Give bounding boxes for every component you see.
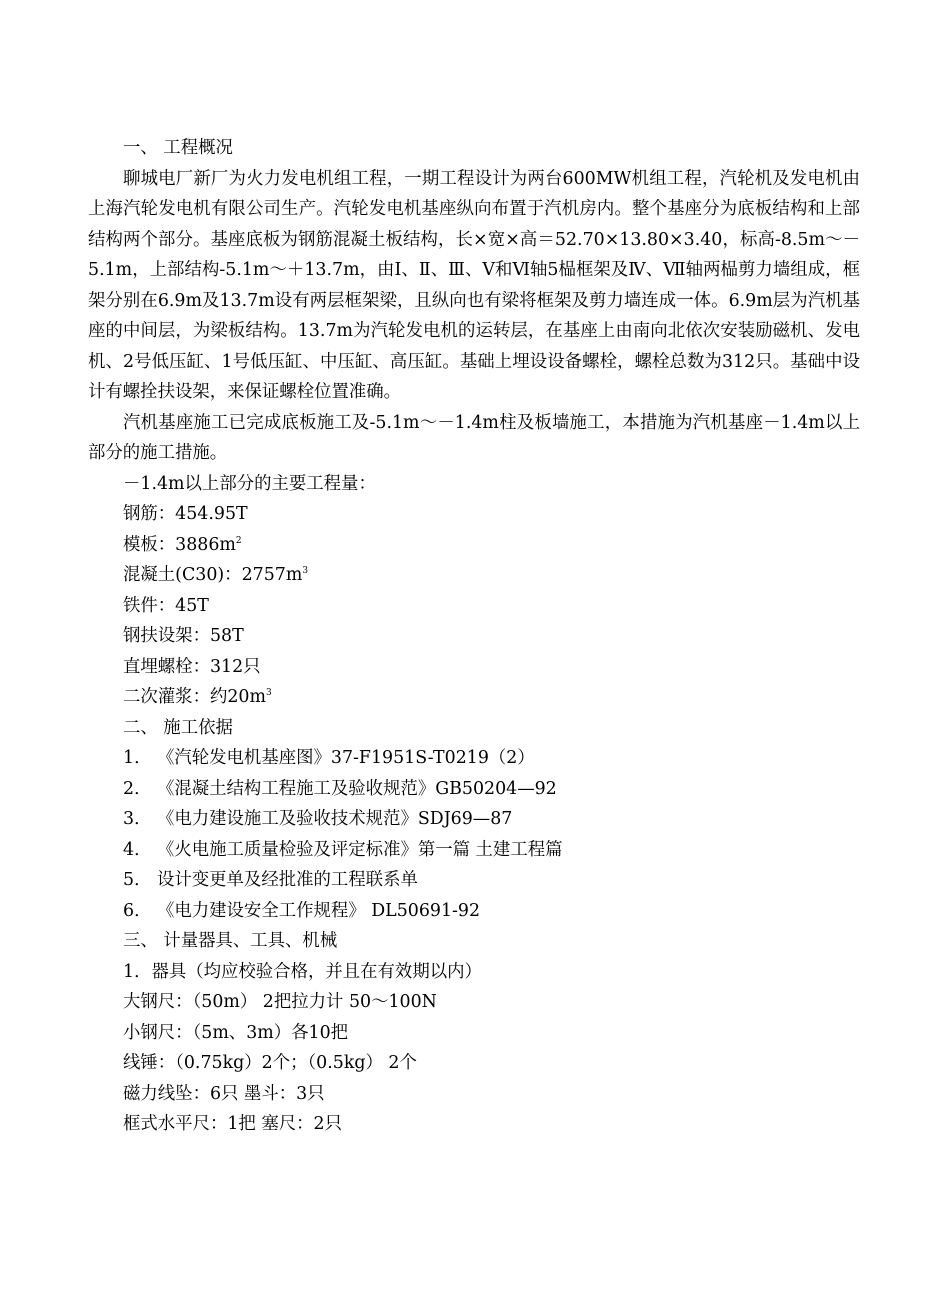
- basis-item: 2． 《混凝土结构工程施工及验收规范》GB50204—92: [123, 778, 557, 799]
- quantity-iron: 铁件：45T: [123, 595, 209, 616]
- section-heading-overview: 一、 工程概况: [123, 138, 233, 158]
- quantity-formwork: 模板：$3886m^2$: [123, 534, 242, 555]
- quantity-rebar: 钢筋：454.95T: [123, 504, 248, 524]
- quantities-title: －1.4m以上部分的主要工程量：: [123, 473, 376, 494]
- section-heading-tools: 三、 计量器具、工具、机械: [123, 931, 338, 951]
- basis-item: 6． 《电力建设安全工作规程》 DL50691-92: [123, 900, 481, 921]
- basis-item: 3． 《电力建设施工及验收技术规范》SDJ69—87: [123, 809, 513, 829]
- tool-item: 大钢尺：（50m） 2把拉力计 50～100N: [123, 992, 437, 1012]
- tool-item: 磁力线坠：6只 墨斗：3只: [123, 1083, 325, 1104]
- quantity-grout: 二次灌浆：约$20m^3$: [123, 687, 272, 707]
- basis-item: 1． 《汽轮发电机基座图》37-F1951S-T0219（2）: [123, 748, 535, 768]
- document-page: [88, 133, 860, 1140]
- quantity-steel-frame: 钢扶设架：58T: [123, 626, 244, 646]
- tool-item: 线锤：（0.75kg）2个；（0.5kg） 2个: [123, 1053, 417, 1073]
- basis-item: 4． 《火电施工质量检验及评定标准》第一篇 土建工程篇: [123, 839, 563, 860]
- tools-subheading: 1．器具（均应校验合格，并且在有效期以内）: [123, 961, 482, 982]
- basis-item: 5． 设计变更单及经批准的工程联系单: [123, 870, 418, 890]
- overview-paragraph-1: 聊城电厂新厂为火力发电机组工程，一期工程设计为两台600MW机组工程，汽轮机及发电机由上海汽轮发电机有限公司生产。汽轮发电机基座纵向布置于汽机房内。整个基座分为底板结构和上部结构两个部分。基座底板为钢筋混凝土板结构，长×宽×高＝52.70×13.80×3.40，标高-8.5m～－5.1m，上部结构-5.1m～＋13.7m，由Ⅰ、Ⅱ、Ⅲ、Ⅴ和Ⅵ轴5榀框架及Ⅳ、Ⅶ轴两榀剪力墙组成，框架分别在6.9m及13.7m设有两层框架梁，且纵向也有梁将框架及剪力墙连成一体。6.9m层为汽机基座的中间层，为梁板结构。13.7m为汽轮发电机的运转层，在基座上由南向北依次安装励磁机、发电机、2号低压缸、1号低压缸、中压缸、高压缸。基础上埋设设备螺栓，螺栓总数为312只。基础中设计有螺拴扶设架，来保证螺栓位置准确。: [88, 168, 860, 402]
- quantity-concrete: 混凝土(C30)：$2757m^3$: [123, 565, 309, 585]
- tool-item: 小钢尺：（5m、3m）各10把: [123, 1022, 349, 1043]
- overview-paragraph-2: 汽机基座施工已完成底板施工及-5.1m～－1.4m柱及板墙施工，本措施为汽机基座－1.4m以上部分的施工措施。: [88, 412, 860, 463]
- section-heading-basis: 二、 施工依据: [123, 717, 233, 738]
- quantity-bolts: 直埋螺栓：312只: [123, 656, 261, 677]
- tool-item: 框式水平尺：1把 塞尺：2只: [123, 1114, 342, 1134]
